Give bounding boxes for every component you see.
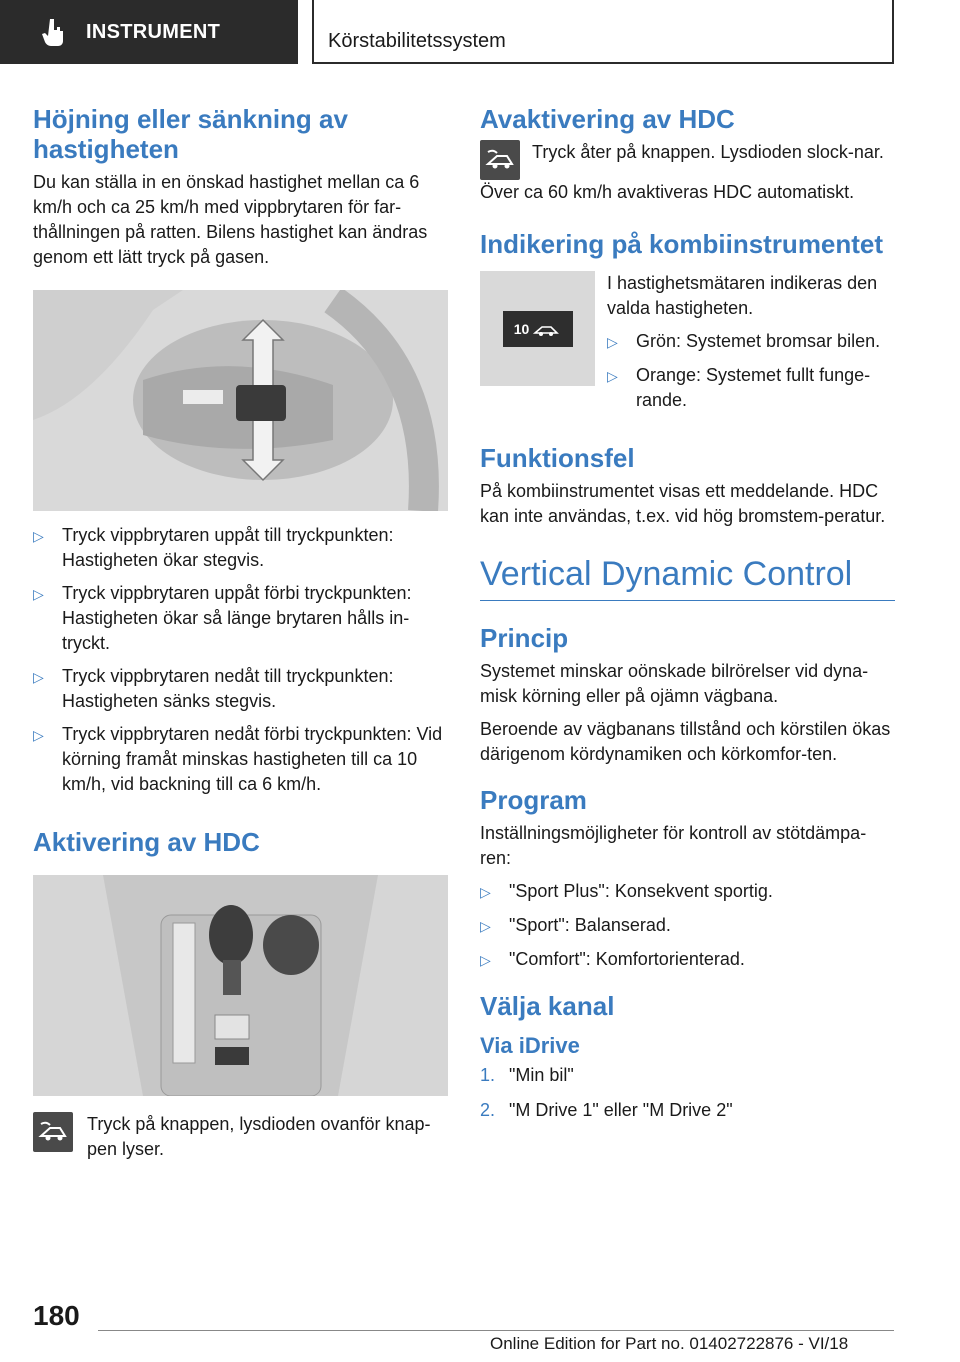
left-column bbox=[33, 104, 448, 1170]
hdc-button-icon bbox=[33, 1112, 73, 1152]
bullet-marker-icon: ▷ bbox=[33, 727, 44, 743]
heading-hdc-deactivation: Avaktivering av HDC bbox=[480, 104, 735, 134]
program-bullet-1: ▷ "Sport Plus": Konsekvent sportig. bbox=[480, 879, 895, 905]
heading-via-idrive: Via iDrive bbox=[480, 1033, 580, 1058]
bullet-marker-icon: ▷ bbox=[33, 669, 44, 685]
bullet-marker-icon: ▷ bbox=[33, 586, 44, 602]
heading-indicator: Indikering på kombiinstrumentet bbox=[480, 229, 884, 259]
section-label: INSTRUMENT bbox=[86, 20, 221, 43]
hdc-auto-off-text: Över ca 60 km/h avaktiveras HDC automatiskt. bbox=[480, 182, 855, 202]
bullet-marker-icon: ▷ bbox=[480, 952, 491, 968]
indicator-text: I hastighetsmätaren indikeras den valda hastigheten. bbox=[607, 273, 878, 318]
indicator-bullet-green: ▷ Grön: Systemet bromsar bilen. bbox=[607, 329, 895, 355]
indicator-block bbox=[480, 271, 895, 421]
step-1: 1. "Min bil" bbox=[480, 1065, 574, 1085]
chapter-title-vdc: Vertical Dynamic Control bbox=[480, 555, 895, 601]
edition-text: Online Edition for Part no. 01402722876 - VI/18 bbox=[490, 1334, 849, 1353]
hdc-deactivate-row bbox=[480, 140, 895, 180]
malfunction-text: På kombiinstrumentet visas ett meddelande. HDC kan inte användas, t.ex. vid hög bromstem-peratur. bbox=[480, 481, 886, 526]
instrument-display-illustration bbox=[480, 271, 595, 386]
step-2: 2. "M Drive 1" eller "M Drive 2" bbox=[480, 1100, 733, 1120]
bullet-marker-icon: ▷ bbox=[607, 334, 618, 350]
program-text: Inställningsmöjligheter för kontroll av stötdämpa-ren: bbox=[480, 823, 867, 868]
header-topic-box bbox=[312, 0, 894, 64]
bullet-marker-icon: ▷ bbox=[33, 528, 44, 544]
speed-bullet-1: ▷ Tryck vippbrytaren uppåt till tryckpunkten: Hastigheten ökar stegvis. bbox=[33, 523, 448, 573]
hdc-activate-text: Tryck på knappen, lysdioden ovanför knap-pen lyser. bbox=[87, 1114, 431, 1159]
hdc-speed-display: 10 bbox=[503, 311, 573, 347]
speed-intro-text: Du kan ställa in en önskad hastighet mellan ca 6 km/h och ca 25 km/h med vippbrytaren för far-thållningen på ratten. Bilens hastighet kan ändras genom ett lätt tryck på gasen. bbox=[33, 172, 428, 267]
principle-text-1: Systemet minskar oönskade bilrörelser vid dyna-misk körning eller på ojämn vägbana. bbox=[480, 661, 869, 706]
center-console-illustration bbox=[33, 875, 448, 1096]
hdc-button-row bbox=[33, 1112, 448, 1170]
bullet-marker-icon: ▷ bbox=[607, 368, 618, 384]
speed-bullet-2: ▷ Tryck vippbrytaren uppåt förbi tryckpunkten: Hastigheten ökar så länge brytaren hålls in-tryckt. bbox=[33, 581, 448, 656]
program-bullet-2: ▷ "Sport": Balanserad. bbox=[480, 913, 895, 939]
header-section-tab bbox=[0, 0, 298, 64]
bullet-marker-icon: ▷ bbox=[480, 884, 491, 900]
heading-hdc-activation: Aktivering av HDC bbox=[33, 827, 260, 857]
steering-wheel-illustration bbox=[33, 290, 448, 511]
heading-principle: Princip bbox=[480, 623, 569, 653]
hdc-deactivate-text: Tryck åter på knappen. Lysdioden slock-nar. bbox=[532, 142, 884, 162]
indicator-bullet-orange: ▷ Orange: Systemet fullt funge-rande. bbox=[607, 363, 895, 413]
principle-text-2: Beroende av vägbanans tillstånd och körstilen ökas därigenom kördynamiken och körkomfor-ten. bbox=[480, 719, 891, 764]
hdc-button-icon bbox=[480, 140, 520, 180]
heading-speed-adjust: Höjning eller sänkning av hastigheten bbox=[33, 104, 348, 164]
program-bullet-3: ▷ "Comfort": Komfortorienterad. bbox=[480, 947, 895, 973]
heading-program: Program bbox=[480, 785, 587, 815]
page-number: 180 bbox=[33, 1300, 80, 1331]
speed-bullet-4: ▷ Tryck vippbrytaren nedåt förbi tryckpunkten: Vid körning framåt minskas hastigheten till ca 10 km/h, vid backning till ca 6 km/h. bbox=[33, 722, 448, 797]
speed-bullet-3: ▷ Tryck vippbrytaren nedåt till tryckpunkten: Hastigheten sänks stegvis. bbox=[33, 664, 448, 714]
topic-label: Körstabilitetssystem bbox=[328, 30, 506, 52]
heading-malfunction: Funktionsfel bbox=[480, 443, 635, 473]
heading-select-channel: Välja kanal bbox=[480, 991, 615, 1021]
hand-pointer-icon bbox=[36, 14, 72, 50]
footer-divider bbox=[98, 1330, 894, 1331]
right-column bbox=[480, 104, 895, 1133]
bullet-marker-icon: ▷ bbox=[480, 918, 491, 934]
